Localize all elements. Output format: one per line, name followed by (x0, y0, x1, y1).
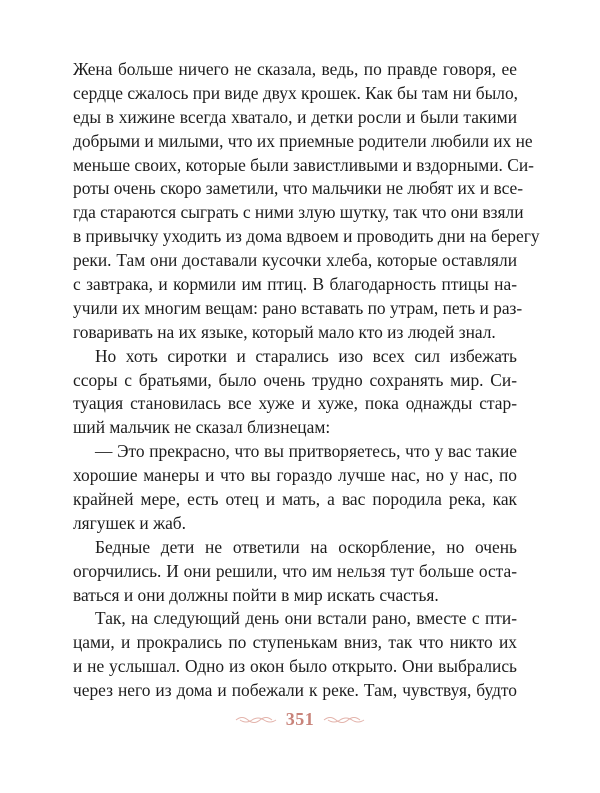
right-ornament-icon (322, 715, 366, 725)
text-line: с завтрака, и кормили им птиц. В благодарность птицы на- (73, 274, 517, 295)
text-line: — Это прекрасно, что вы притворяетесь, что у вас такие (95, 441, 517, 462)
text-line: туация становилась все хуже и хуже, пока однажды стар- (73, 393, 517, 414)
left-ornament-icon (234, 715, 278, 725)
text-line: сердце сжалось при виде двух крошек. Как бы там ни было, (73, 82, 518, 103)
text-line: через него из дома и побежали к реке. Там, чувствуя, будто (73, 680, 517, 701)
text-line: меньше своих, которые были завистливыми и вздорными. Си- (73, 154, 534, 175)
text-line: Но хоть сиротки и старались изо всех сил избежать (95, 345, 517, 366)
text-line: лягушек и жаб. (73, 512, 186, 533)
page-folio (0, 709, 600, 730)
text-line: хорошие манеры и что вы гораздо лучше нас, но у нас, по (73, 465, 517, 486)
text-line: говаривать на их языке, который мало кто из людей знал. (73, 321, 496, 342)
text-line: ший мальчик не сказал близнецам: (73, 417, 331, 438)
text-line: учили их многим вещам: рано вставать по утрам, петь и раз- (73, 297, 523, 318)
text-line: в привычку уходить из дома вдвоем и проводить дни на берегу (73, 226, 540, 247)
body-text (73, 58, 540, 703)
text-line: крайней мере, есть отец и мать, а вас породила река, как (73, 489, 517, 510)
text-line: добрыми и милыми, что их приемные родители любили их не (73, 130, 533, 151)
text-line: и не услышал. Одно из окон было открыто. Они выбрались (73, 656, 517, 677)
text-line: Так, на следующий день они встали рано, вместе с пти- (95, 608, 517, 629)
text-line: Жена больше ничего не сказала, ведь, по правде говоря, ее (73, 59, 517, 79)
text-line: ссоры с братьями, было очень трудно сохранять мир. Си- (73, 369, 517, 390)
text-line: роты очень скоро заметили, что мальчики не любят их и все- (73, 178, 524, 199)
text-line: гда стараются сыграть с ними злую шутку, так что они взяли (73, 202, 524, 223)
text-line: Бедные дети не ответили на оскорбление, но очень (95, 536, 517, 557)
text-line: ваться и они должны пойти в мир искать счастья. (73, 584, 439, 605)
text-line: реки. Там они доставали кусочки хлеба, которые оставляли (73, 250, 517, 271)
text-line: огорчились. И они решили, что им нельзя тут больше оста- (73, 560, 517, 581)
text-line: еды в хижине всегда хватало, и детки росли и были такими (73, 106, 517, 127)
text-line: цами, и прокрались по ступенькам вниз, так что никто их (73, 632, 517, 653)
page-number: 351 (285, 709, 315, 729)
